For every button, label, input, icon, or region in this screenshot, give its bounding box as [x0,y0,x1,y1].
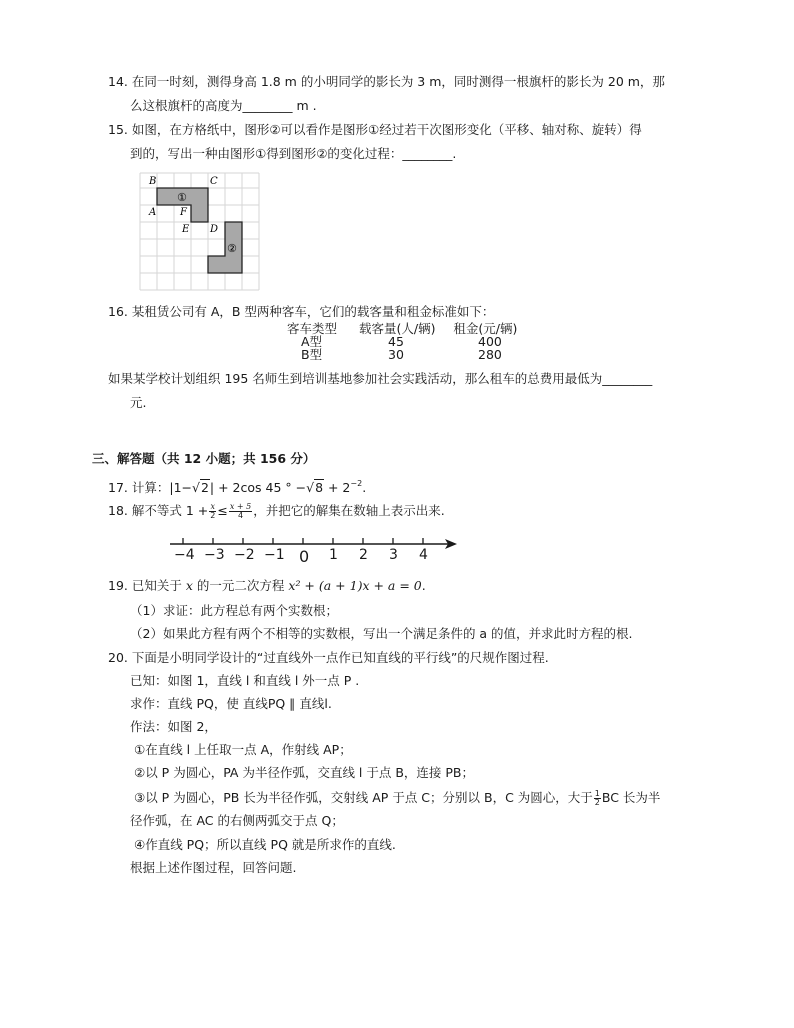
q20-method: 作法：如图 2， [130,719,217,734]
q18-line [108,503,445,520]
q17-line: 17. 计算：|1−√2| + 2cos 45 ° $-√8 + 2^{-2}$. [108,479,367,495]
label-E: E [182,224,190,235]
q19-equation: x² + (a + 1)x + a = 0 [288,578,422,593]
q15-figure [130,168,270,298]
q16-line2: 如果某学校计划组织 195 名师生到培训基地参加社会实践活动，那么租车的总费用最低为________ [108,371,653,386]
q19-a: 19. 已知关于 [108,578,182,593]
q19-c: . [421,578,426,593]
fraction-one-half [594,790,601,807]
tick-label: 2 [359,547,368,563]
cell-capacity: 30 [388,347,404,362]
q14-line1: 14. 在同一时刻，测得身高 1.8 m 的小明同学的影长为 3 m，同时测得一根旗杆的影长为 20 m，那 [108,74,665,89]
q18-le: ≤ [217,503,228,518]
q17-exp: −2 [350,479,363,488]
q14-line2: 么这根旗杆的高度为________ m . [130,98,317,113]
q19-part2: （2）如果此方程有两个不相等的实数根，写出一个满足条件的 a 的值，并求此时方程的根. [130,626,633,641]
shape-2-label: ② [227,242,237,255]
tick-label: −1 [264,547,285,563]
q20-step4: ④作直线 PQ；所以直线 PQ 就是所求作的直线. [134,837,396,852]
tick-label: 3 [389,547,398,563]
tick-label: −4 [174,547,195,563]
table-header-rent: 租金(元/辆) [453,321,518,336]
axis-ticks [183,538,423,544]
q20-find: 求作：直线 PQ，使 直线PQ ∥ 直线l. [130,696,332,711]
label-C: C [210,176,218,187]
frac-denominator: 2 [210,511,216,520]
cell-type: A型 [301,334,323,349]
q15-line1: 15. 如图，在方格纸中，图形②可以看作是图形①经过若干次图形变化（平移、轴对称、旋转）得 [108,122,642,137]
tick-label: −2 [234,547,255,563]
q17-sqrt8: 8 [315,480,324,495]
q20-closing: 根据上述作图过程，回答问题. [130,860,297,875]
q17-sqrt2: 2 [200,480,209,495]
table-header-type: 客车类型 [287,321,338,336]
q18-suffix: ，并把它的解集在数轴上表示出来. [253,503,445,518]
tick-label: −3 [204,547,225,563]
q20-line1: 20. 下面是小明同学设计的“过直线外一点作已知直线的平行线”的尺规作图过程. [108,650,549,665]
q19-line1 [108,578,426,594]
q17-prefix: 17. 计算：|1− [108,480,192,495]
q20-step2: ②以 P 为圆心，PA 为半径作弧，交直线 l 于点 B，连接 PB； [134,765,475,780]
cell-capacity: 45 [388,334,404,349]
q19-x: x [185,578,193,593]
q15-line2: 到的，写出一种由图形①得到图形②的变化过程：________. [130,146,457,161]
q17-end: . [362,480,367,495]
cell-rent: 400 [478,334,502,349]
frac-numerator: x + 5 [229,502,252,511]
q20-step3-line1 [134,790,660,807]
tick-label: 0 [299,547,310,566]
frac-denominator: 4 [237,511,244,520]
section-3-title: 三、解答题（共 12 小题；共 156 分） [92,451,316,466]
table-header-capacity: 载客量(人/辆) [358,321,436,336]
q18-prefix: 18. 解不等式 1 + [108,503,209,518]
frac-numerator: 1 [594,789,600,798]
shape-1-label: ① [177,191,187,204]
q17-mid: | + 2cos 45 ° − [209,480,307,495]
q20-given: 已知：如图 1，直线 l 和直线 l 外一点 P . [130,673,360,688]
q17-plus: + 2 [324,480,351,495]
q20-step3b: BC 长为半 [601,790,661,805]
tick-label: 4 [419,547,428,563]
fraction-x-over-2 [209,503,216,520]
q20-step3-line2: 径作弧，在 AC 的右侧两弧交于点 Q； [130,813,344,828]
tick-label: 1 [329,547,338,563]
label-F: F [180,207,187,218]
cell-type: B型 [301,347,323,362]
q16-line1: 16. 某租赁公司有 A，B 型两种客车，它们的载客量和租金标准如下： [108,304,495,319]
label-A: A [149,207,157,218]
cell-rent: 280 [478,347,502,362]
frac-numerator: x [210,502,216,511]
q19-b: 的一元二次方程 [196,578,285,593]
q16-line3: 元. [130,395,147,410]
frac-denominator: 2 [594,798,600,807]
label-B: B [149,176,157,187]
q20-step1: ①在直线 l 上任取一点 A，作射线 AP； [134,742,352,757]
q19-part1: （1）求证：此方程总有两个实数根； [130,603,338,618]
fraction-x-plus-5-over-4 [229,503,252,520]
q20-step3a: ③以 P 为圆心，PB 长为半径作弧，交射线 AP 于点 C；分别以 B，C 为圆心，大于 [134,790,593,805]
label-D: D [210,224,219,235]
